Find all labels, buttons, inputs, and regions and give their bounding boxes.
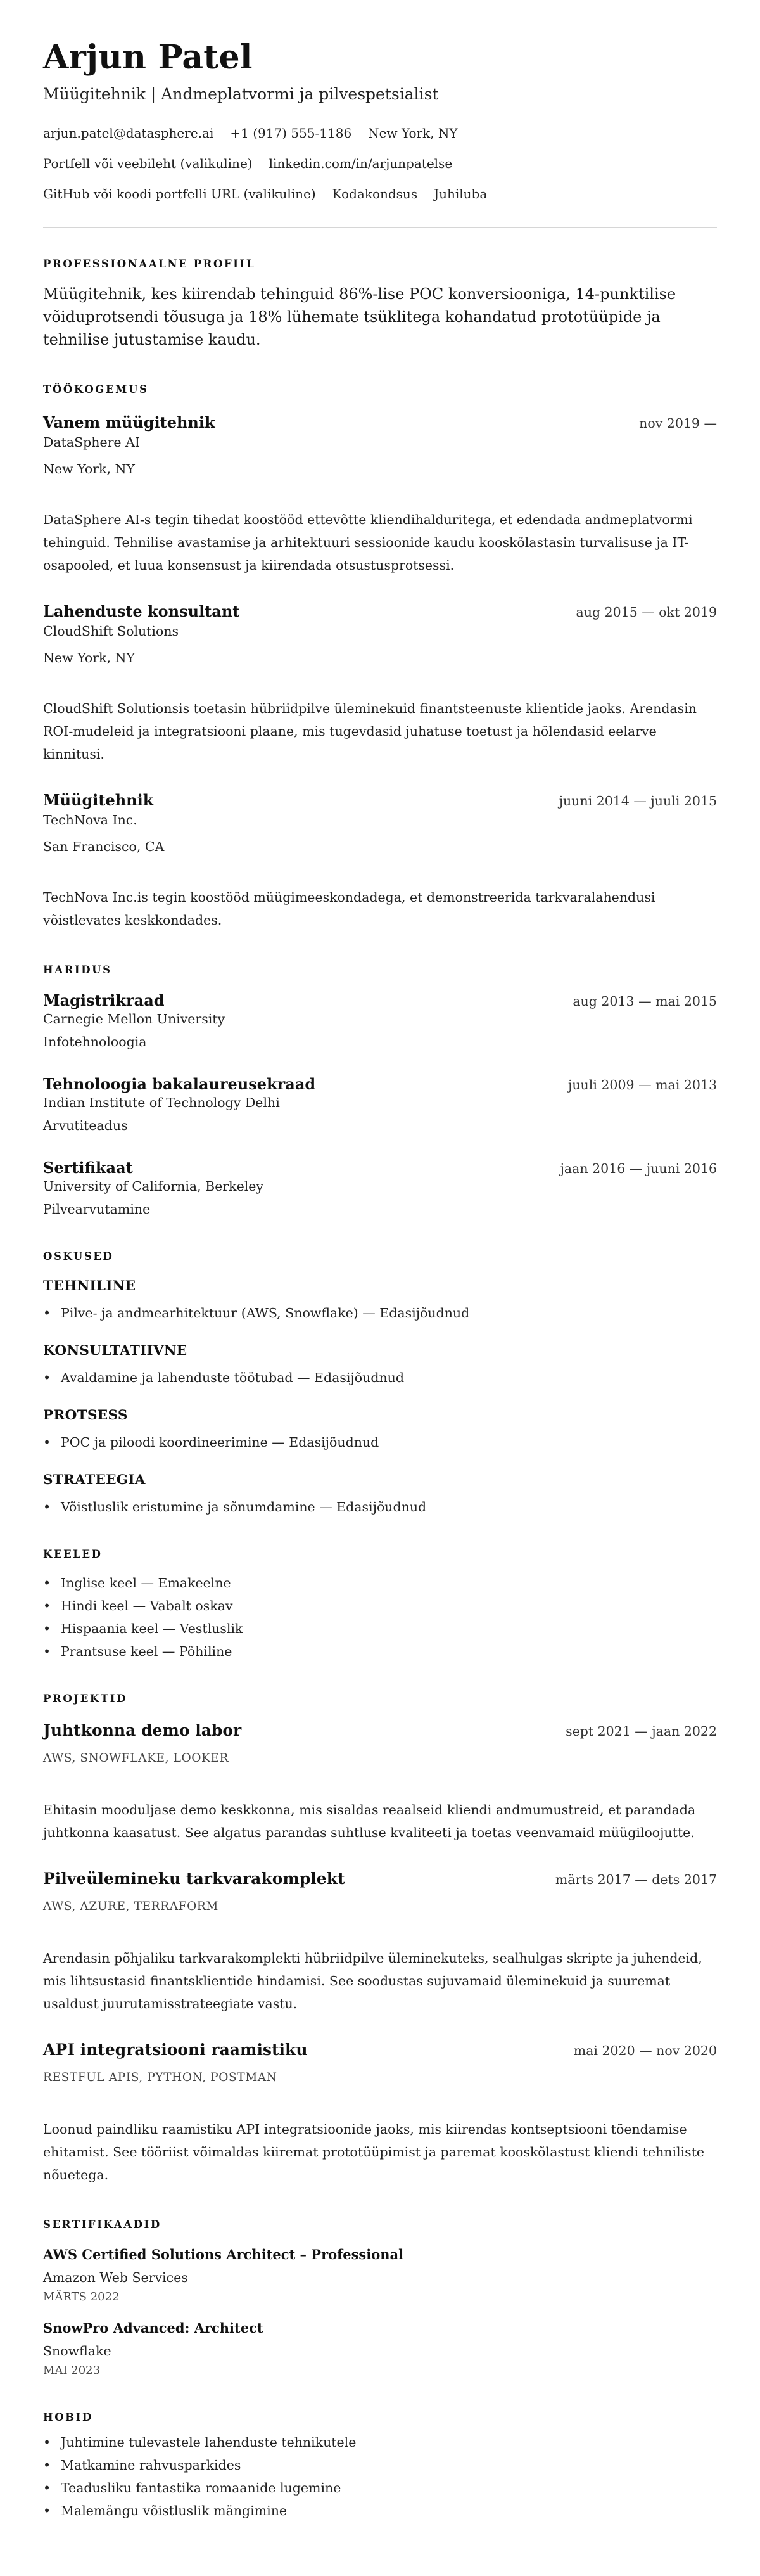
field-of-study: Arvutiteadus [43,1118,128,1133]
job-company: TechNova Inc. [43,812,137,828]
project-title: API integratsiooni raamistiku [43,2041,308,2059]
project-entry [43,1869,717,2015]
contact-phone[interactable]: +1 (917) 555-1186 [230,125,352,141]
contact-drivers-license: Juhiluba [434,186,488,202]
job-entry [43,791,717,932]
resume-header [43,38,717,228]
skill-list [43,1433,717,1451]
education-entry [43,991,717,1051]
job-description: DataSphere AI-s tegin tihedat koostööd ettevõtte kliendihalduritega, et edendada andmeplatvormi tehinguid. Tehnilise avastamise ja arhitektuuri sessioonide kaudu kooskõlastasin turvalisuse ja IT-osapooled, et luua konsensust ja kiirendada otsustusprotsessi. [43,512,693,573]
profile-section [43,257,717,351]
candidate-headline: Müügitehnik | Andmeplatvormi ja pilvespetsialist [43,85,439,103]
project-dates: mai 2020 — nov 2020 [573,2043,717,2058]
header-divider [43,227,717,228]
languages-section [43,1548,717,1660]
contact-row-links [43,155,717,172]
project-tech-stack: AWS, SNOWFLAKE, LOOKER [43,1752,229,1765]
section-title-languages: KEELED [43,1548,103,1560]
degree-title: Sertifikaat [43,1158,133,1177]
degree-title: Tehnoloogia bakalaureusekraad [43,1075,316,1093]
degree-title: Magistrikraad [43,991,165,1009]
certification-entry [43,2246,717,2305]
contact-email[interactable]: arjun.patel@datasphere.ai [43,125,214,141]
hobbies-section [43,2411,717,2520]
certifications-section [43,2218,717,2379]
hobby-item: • Matkamine rahvusparkides [43,2456,717,2474]
job-title: Lahenduste konsultant [43,602,240,620]
section-title-skills: OSKUSED [43,1250,114,1262]
projects-section [43,1692,717,2186]
job-location: San Francisco, CA [43,839,165,854]
experience-section [43,383,717,932]
hobby-item: • Malemängu võistluslik mängimine [43,2502,717,2520]
certification-name: AWS Certified Solutions Architect – Professional [43,2246,404,2262]
education-section [43,963,717,1218]
hobby-item: • Juhtimine tulevastele lahenduste tehnikutele [43,2433,717,2451]
project-title: Juhtkonna demo labor [43,1721,242,1740]
section-title-hobbies: HOBID [43,2411,93,2423]
section-title-projects: PROJEKTID [43,1693,127,1705]
skill-item: • Pilve- ja andmearhitektuur (AWS, Snowflake) — Edasijõudnud [43,1304,717,1322]
job-company: DataSphere AI [43,435,140,450]
project-description: Loonud paindliku raamistiku API integratsioonide jaoks, mis kiirendas kontseptsiooni tõendamise ehitamist. See tööriist võimaldas kiiremat prototüüpimist ja paremat kooskõlastust kliendi tehniliste nõuetega. [43,2122,705,2182]
language-item: • Hindi keel — Vabalt oskav [43,1597,717,1615]
job-dates: nov 2019 — [639,416,717,431]
job-entry [43,602,717,766]
project-description: Arendasin põhjaliku tarkvarakomplekti hübriidpilve üleminekuteks, sealhulgas skripte ja juhendeid, mis lihtsustasid finantsklientide hindamisi. See soodustas sujuvamaid üleminekuid ja suuremat usaldust juurutamisstrateegiate vastu. [43,1951,702,2011]
language-item: • Hispaania keel — Vestluslik [43,1620,717,1637]
project-entry [43,1721,717,1844]
education-dates: aug 2013 — mai 2015 [573,994,717,1009]
project-dates: märts 2017 — dets 2017 [555,1872,717,1887]
job-location: New York, NY [43,650,135,665]
certification-issuer: Snowflake [43,2343,111,2359]
contact-portfolio[interactable]: Portfell või veebileht (valikuline) [43,156,253,171]
section-title-education: HARIDUS [43,964,112,976]
education-entry [43,1075,717,1134]
section-title-certifications: SERTIFIKAADID [43,2219,162,2231]
contact-linkedin[interactable]: linkedin.com/in/arjunpatelse [269,156,453,171]
skill-item: • POC ja piloodi koordineerimine — Edasijõudnud [43,1433,717,1451]
contact-location: New York, NY [368,125,458,141]
language-item: • Inglise keel — Emakeelne [43,1574,717,1592]
project-description: Ehitasin mooduljase demo keskkonna, mis sisaldas reaalseid kliendi andmumustreid, et parandada juhtkonna kaasatust. See algatus parandas suhtluse kvaliteeti ja toetas veenvamaid müügiloojutte. [43,1802,696,1840]
certification-date: MÄRTS 2022 [43,2290,120,2304]
job-entry [43,413,717,577]
skills-section [43,1250,717,1516]
contact-row-primary [43,124,717,142]
education-entry [43,1158,717,1218]
skill-category-title: TEHNILINE [43,1278,136,1294]
contact-github[interactable]: GitHub või koodi portfelli URL (valikuline) [43,186,316,202]
education-dates: jaan 2016 — juuni 2016 [560,1161,717,1176]
education-dates: juuli 2009 — mai 2013 [568,1077,717,1093]
project-dates: sept 2021 — jaan 2022 [566,1724,717,1739]
skill-item: • Avaldamine ja lahenduste töötubad — Edasijõudnud [43,1369,717,1387]
job-dates: aug 2015 — okt 2019 [576,605,717,620]
job-dates: juuni 2014 — juuli 2015 [559,793,717,809]
candidate-name: Arjun Patel [43,38,253,77]
skill-list [43,1498,717,1516]
skill-item: • Võistluslik eristumine ja sõnumdamine — Edasijõudnud [43,1498,717,1516]
project-entry [43,2041,717,2186]
skill-category-title: PROTSESS [43,1407,128,1423]
skill-category-title: KONSULTATIIVNE [43,1343,187,1359]
job-company: CloudShift Solutions [43,624,179,639]
project-tech-stack: AWS, AZURE, TERRAFORM [43,1900,218,1913]
certification-issuer: Amazon Web Services [43,2270,188,2285]
hobby-item: • Teadusliku fantastika romaanide lugemine [43,2479,717,2497]
project-title: Pilveülemineku tarkvarakomplekt [43,1869,345,1888]
project-tech-stack: RESTFUL APIS, PYTHON, POSTMAN [43,2071,277,2084]
profile-summary: Müügitehnik, kes kiirendab tehinguid 86%-lise POC konversiooniga, 14-punktilise võiduprotsendi tõusuga ja 18% lühemate tsüklitega kohandatud prototüüpide ja tehnilise jutustamise kaudu. [43,285,676,349]
job-description: TechNova Inc.is tegin koostööd müügimeeskondadega, et demonstreerida tarkvaralahendusi võistlevates keskkondades. [43,890,656,928]
language-list [43,1574,717,1660]
certification-date: MAI 2023 [43,2364,101,2377]
field-of-study: Infotehnoloogia [43,1034,147,1049]
job-title: Müügitehnik [43,791,154,809]
contact-row-extra [43,185,717,203]
hobby-list [43,2433,717,2520]
contact-citizenship: Kodakondsus [332,186,418,202]
job-title: Vanem müügitehnik [43,413,215,432]
job-description: CloudShift Solutionsis toetasin hübriidpilve üleminekuid finantsteenuste klientide jaoks. Arendasin ROI-mudeleid ja integratsiooni plaane, mis tugevdasid juhatuse toetust ja hõlendasid eelarve kinnitusi. [43,701,697,762]
school-name: Indian Institute of Technology Delhi [43,1095,280,1110]
section-title-experience: TÖÖKOGEMUS [43,383,149,395]
certification-name: SnowPro Advanced: Architect [43,2320,263,2336]
skill-list [43,1369,717,1387]
field-of-study: Pilvearvutamine [43,1201,151,1217]
school-name: University of California, Berkeley [43,1179,263,1194]
school-name: Carnegie Mellon University [43,1011,225,1027]
skill-category-title: STRATEEGIA [43,1472,146,1488]
job-location: New York, NY [43,461,135,477]
skill-list [43,1304,717,1322]
section-title-profile: PROFESSIONAALNE PROFIIL [43,258,256,270]
certification-entry [43,2319,717,2379]
language-item: • Prantsuse keel — Põhiline [43,1643,717,1660]
